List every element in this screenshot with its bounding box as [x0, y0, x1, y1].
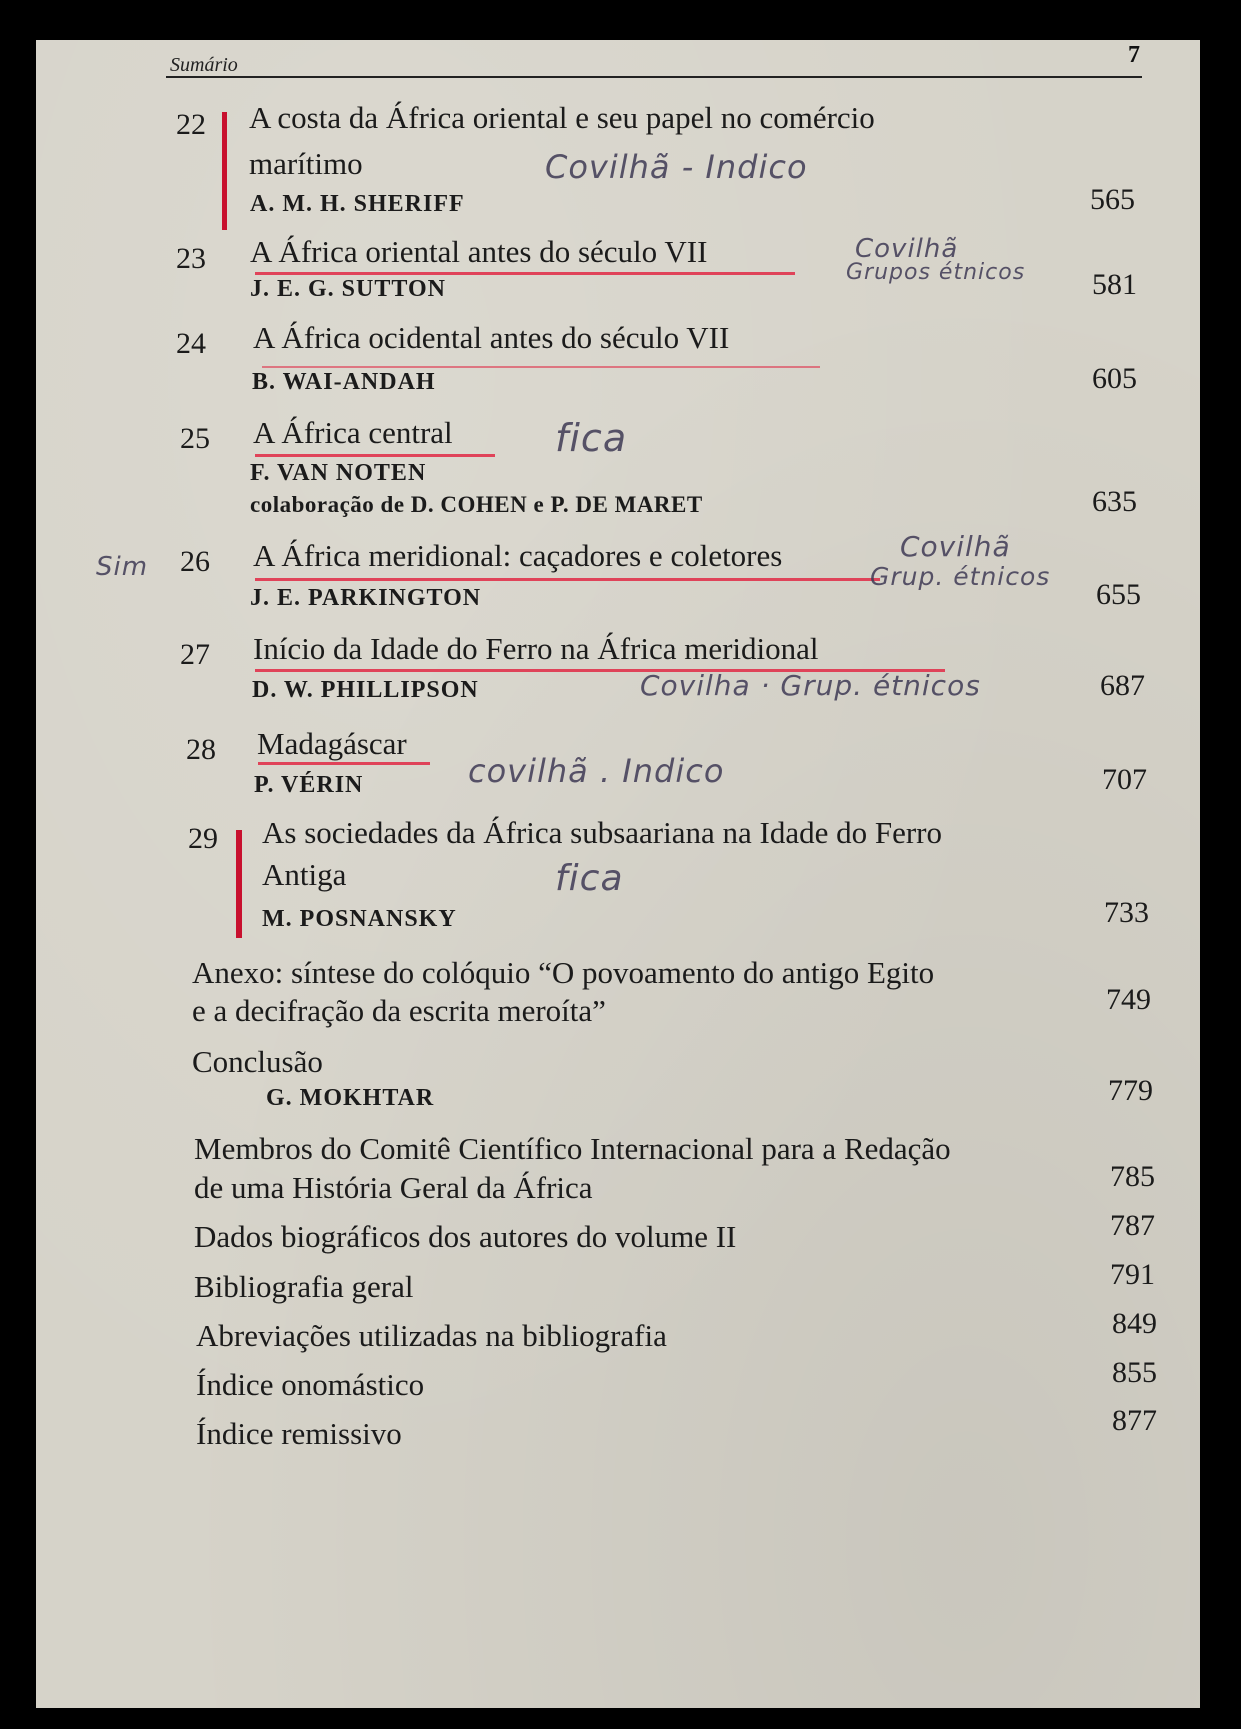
red-underline — [255, 454, 495, 457]
page-number: 7 — [1128, 42, 1140, 68]
chapter-author: D. W. PHILLIPSON — [252, 677, 479, 703]
chapter-author: J. E. PARKINGTON — [250, 585, 482, 611]
chapter-number: 26 — [180, 545, 210, 578]
page-ref: 605 — [1092, 362, 1137, 395]
page-ref: 565 — [1090, 183, 1135, 216]
page-ref: 855 — [1112, 1356, 1157, 1389]
chapter-number: 24 — [176, 327, 206, 360]
chapter-title: A África central — [253, 415, 453, 450]
chapter-author: F. VAN NOTEN — [250, 460, 427, 486]
chapter-collaborators: colaboração de D. COHEN e P. DE MARET — [250, 492, 703, 517]
page-ref: 785 — [1110, 1160, 1155, 1193]
page-ref: 749 — [1106, 983, 1151, 1016]
page-ref: 655 — [1096, 578, 1141, 611]
handwritten-note: fica — [555, 416, 628, 460]
chapter-author: A. M. H. SHERIFF — [250, 191, 465, 217]
red-underline — [255, 272, 795, 275]
chapter-title: A África meridional: caçadores e coletores — [253, 538, 783, 573]
chapter-number: 28 — [186, 733, 216, 766]
handwritten-note: covilhã . Indico — [468, 752, 725, 790]
section-title: Índice onomástico — [196, 1367, 425, 1402]
section-title-cont: de uma História Geral da África — [194, 1170, 593, 1205]
page-ref: 787 — [1110, 1209, 1155, 1242]
section-title: Abreviações utilizadas na bibliografia — [196, 1318, 667, 1353]
section-title: Dados biográficos dos autores do volume II — [194, 1219, 737, 1254]
chapter-number: 22 — [176, 108, 206, 141]
page-ref: 791 — [1110, 1258, 1155, 1291]
handwritten-note: Covilhã — [855, 234, 959, 264]
margin-red-line — [222, 112, 227, 230]
running-title: Sumário — [170, 54, 238, 76]
handwritten-note: Grup. étnicos — [870, 562, 1051, 591]
header-rule — [166, 76, 1142, 78]
handwritten-note: Covilhã - Indico — [545, 148, 808, 186]
red-underline — [255, 578, 880, 581]
chapter-number: 27 — [180, 638, 210, 671]
red-underline — [258, 762, 430, 765]
red-underline — [262, 366, 820, 368]
chapter-author: P. VÉRIN — [254, 772, 364, 798]
chapter-title: A costa da África oriental e seu papel no comércio — [249, 100, 875, 135]
page-ref: 733 — [1104, 896, 1149, 929]
section-title: Conclusão — [192, 1044, 323, 1079]
page-ref: 849 — [1112, 1307, 1157, 1340]
chapter-title: Madagáscar — [257, 726, 407, 761]
chapter-title-cont: marítimo — [249, 146, 363, 181]
chapter-title-cont: Antiga — [262, 857, 347, 892]
section-title: Anexo: síntese do colóquio “O povoamento do antigo Egito — [192, 955, 935, 990]
section-title: Membros do Comitê Científico Internacional para a Redação — [194, 1131, 951, 1166]
section-author: G. MOKHTAR — [266, 1085, 435, 1111]
chapter-author: J. E. G. SUTTON — [250, 276, 446, 302]
chapter-title: As sociedades da África subsaariana na Idade do Ferro — [262, 815, 943, 850]
section-title: Bibliografia geral — [194, 1269, 414, 1304]
page-ref: 877 — [1112, 1404, 1157, 1437]
chapter-title: A África oriental antes do século VII — [250, 234, 708, 269]
chapter-number: 25 — [180, 422, 210, 455]
page-ref: 581 — [1092, 268, 1137, 301]
page-ref: 635 — [1092, 485, 1137, 518]
chapter-author: B. WAI-ANDAH — [252, 369, 436, 395]
chapter-author: M. POSNANSKY — [262, 906, 457, 932]
page-ref: 707 — [1102, 763, 1147, 796]
handwritten-note: Covilhã — [900, 530, 1011, 563]
page-ref: 687 — [1100, 669, 1145, 702]
section-title-cont: e a decifração da escrita meroíta” — [192, 993, 606, 1028]
handwritten-note: fica — [555, 858, 624, 899]
handwritten-note: Grupos étnicos — [846, 260, 1026, 285]
chapter-title: Início da Idade do Ferro na África meridional — [253, 631, 819, 666]
handwritten-note: Covilha · Grup. étnicos — [640, 669, 981, 702]
margin-handwritten-note: Sim — [96, 552, 149, 582]
margin-red-line — [236, 830, 242, 938]
page-ref: 779 — [1108, 1074, 1153, 1107]
chapter-number: 29 — [188, 822, 218, 855]
section-title: Índice remissivo — [196, 1416, 402, 1451]
chapter-number: 23 — [176, 242, 206, 275]
chapter-title: A África ocidental antes do século VII — [253, 320, 730, 355]
